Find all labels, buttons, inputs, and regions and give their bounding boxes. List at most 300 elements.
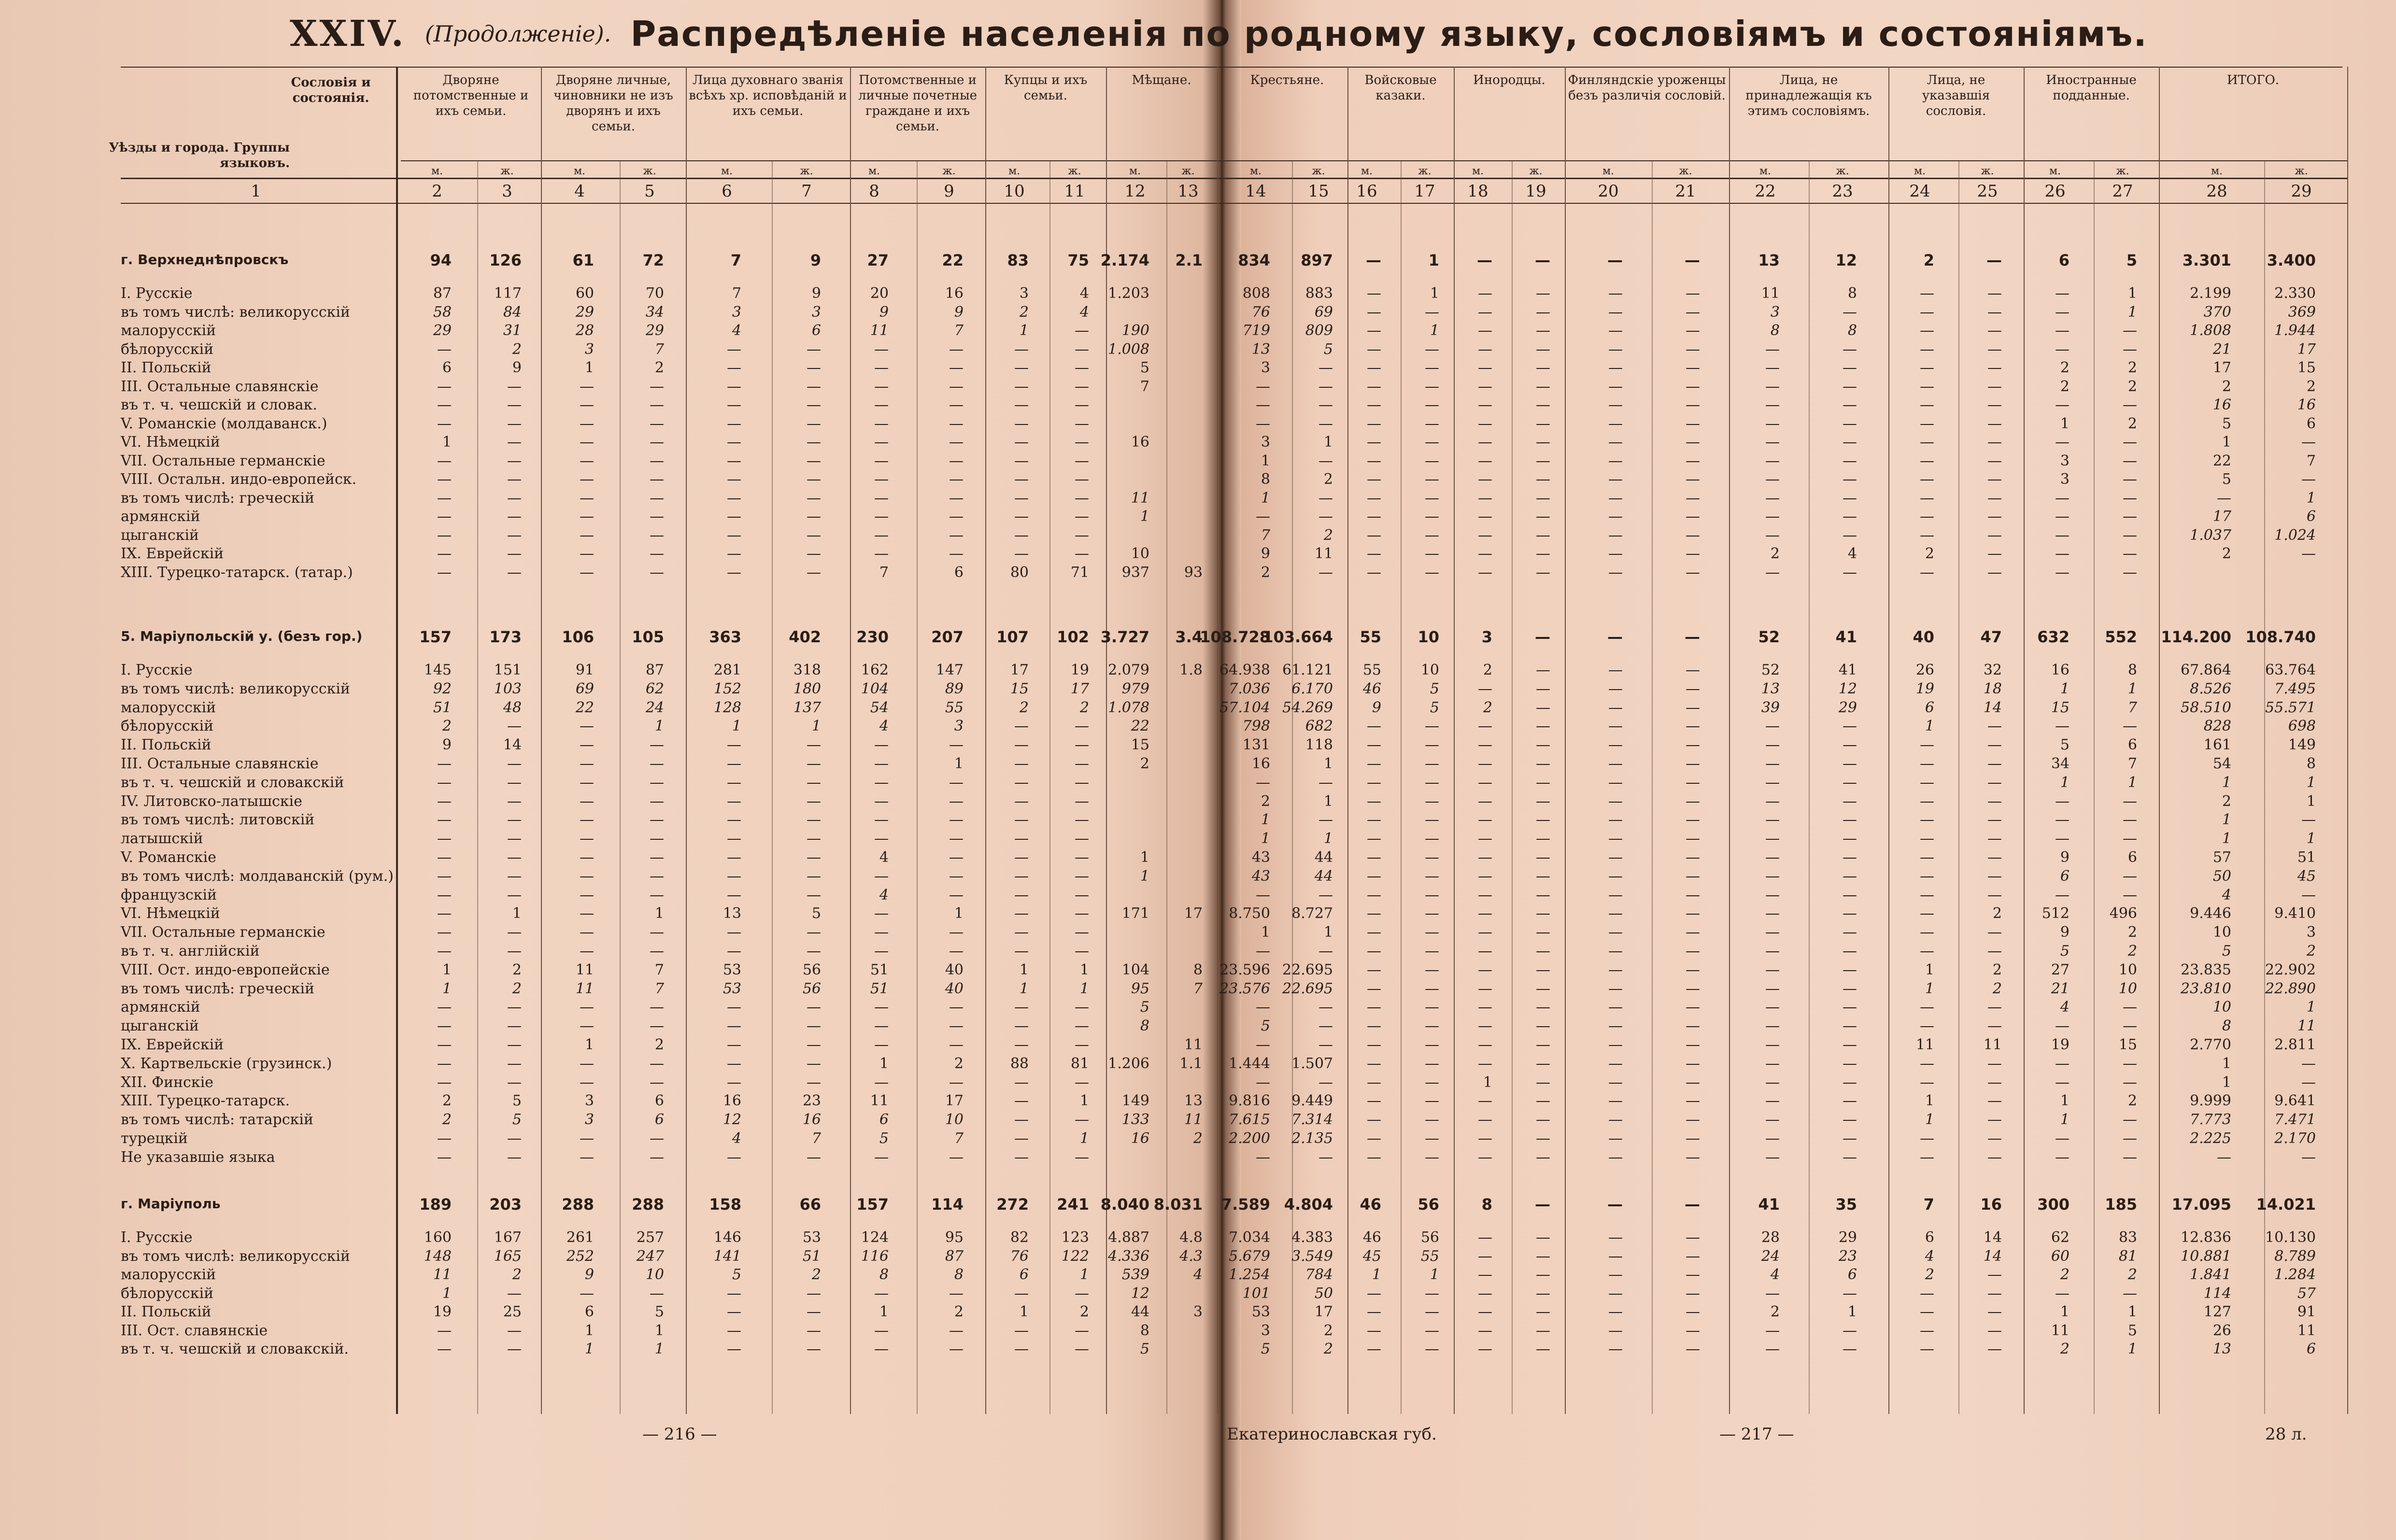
data-cell: 4 <box>879 886 889 904</box>
data-cell: — <box>1920 849 1934 866</box>
data-cell: 1 <box>442 434 452 451</box>
data-cell: — <box>1367 1092 1381 1110</box>
data-cell: 43 <box>1251 849 1270 866</box>
data-cell: — <box>807 886 821 904</box>
data-cell: 127 <box>2203 1303 2231 1320</box>
data-cell: — <box>580 415 594 432</box>
data-cell: — <box>437 830 452 848</box>
data-cell: — <box>1478 736 1492 754</box>
data-cell: — <box>580 1074 594 1091</box>
data-cell: — <box>2123 322 2137 339</box>
row-label: II. Польскій <box>121 359 212 376</box>
data-cell: — <box>1987 564 2002 581</box>
data-cell: 7 <box>2127 755 2137 772</box>
data-cell: 87 <box>645 662 664 678</box>
sheet-number: 28 л. <box>2265 1425 2307 1444</box>
data-cell: — <box>807 471 821 488</box>
data-cell: 10 <box>1131 545 1149 562</box>
data-cell: 539 <box>1121 1266 1149 1283</box>
data-cell: 146 <box>713 1229 741 1246</box>
data-cell: 2 <box>1079 699 1089 716</box>
data-cell: — <box>2055 508 2070 525</box>
data-cell: — <box>1425 359 1439 376</box>
data-cell: — <box>727 508 741 525</box>
data-cell: 1 <box>2060 415 2070 432</box>
data-cell: 1 <box>442 961 452 978</box>
data-cell: 784 <box>1305 1266 1333 1283</box>
data-cell: — <box>1920 564 1934 581</box>
data-cell: — <box>1608 662 1623 678</box>
data-cell: — <box>874 774 889 791</box>
data-cell: 171 <box>1121 905 1149 922</box>
data-cell: 1.1 <box>1179 1055 1203 1072</box>
data-cell: — <box>727 545 741 562</box>
data-cell: — <box>1608 359 1623 376</box>
data-cell: 247 <box>636 1247 664 1265</box>
data-cell: — <box>1920 1148 1934 1166</box>
data-cell: 133 <box>1121 1111 1149 1129</box>
data-cell: — <box>1765 1092 1780 1110</box>
data-cell: — <box>949 378 964 395</box>
data-cell: — <box>1686 1229 1700 1246</box>
data-cell: — <box>1608 285 1623 302</box>
data-cell: — <box>1920 1285 1934 1302</box>
data-cell: — <box>807 924 821 941</box>
row-label: VI. Нѣмецкій <box>121 905 220 922</box>
data-cell: 8 <box>1261 471 1270 488</box>
data-cell: — <box>1367 359 1381 376</box>
column-number: 10 <box>1004 182 1025 201</box>
data-cell: 104 <box>1121 961 1149 978</box>
data-cell: — <box>1478 1303 1492 1320</box>
column-header: Дворяне личные, чиновники не изъ дворянъ и ихъ семьи. <box>553 73 673 134</box>
data-cell: — <box>650 774 664 791</box>
data-cell: 162 <box>861 662 889 678</box>
data-cell: — <box>1367 849 1381 866</box>
data-cell: — <box>1075 1285 1089 1302</box>
data-cell: — <box>1686 415 1700 432</box>
data-cell: — <box>1608 1036 1623 1053</box>
data-cell: 34 <box>645 303 664 321</box>
data-cell: — <box>1765 849 1780 866</box>
data-cell: — <box>1478 415 1492 432</box>
data-cell: — <box>580 1055 594 1072</box>
data-cell: 5 <box>1430 680 1439 697</box>
data-cell: 5 <box>1261 1341 1270 1357</box>
total-cell: 12 <box>1835 251 1857 269</box>
data-cell: 29 <box>433 322 452 339</box>
data-cell: 979 <box>1121 680 1149 697</box>
data-cell: — <box>1686 1055 1700 1072</box>
data-cell: — <box>1319 774 1333 791</box>
data-cell: — <box>650 452 664 469</box>
data-cell: 1 <box>1847 1303 1857 1320</box>
data-cell: 1.841 <box>2190 1266 2231 1283</box>
column-number: 5 <box>644 182 655 201</box>
data-cell: — <box>2055 285 2070 302</box>
data-cell: — <box>1608 1148 1623 1166</box>
data-cell: 88 <box>1010 1055 1029 1072</box>
data-cell: — <box>1367 1303 1381 1320</box>
data-cell: — <box>2055 1074 2070 1091</box>
data-cell: — <box>807 1341 821 1357</box>
data-cell: 1 <box>1079 1266 1089 1283</box>
data-cell: 23.835 <box>2181 961 2231 978</box>
data-cell: — <box>1014 886 1029 904</box>
data-cell: 15 <box>2051 699 2070 716</box>
data-cell: 808 <box>1242 285 1270 302</box>
data-cell: — <box>1686 1017 1700 1035</box>
data-cell: — <box>1536 1341 1550 1357</box>
data-cell: — <box>727 489 741 507</box>
data-cell: — <box>1987 1092 2002 1110</box>
female-subheader: ж. <box>1181 165 1195 177</box>
row-label: въ т. ч. чешскій и словакскій <box>121 774 344 791</box>
data-cell: — <box>807 378 821 395</box>
row-label: въ томъ числѣ: молдаванскій (рум.) <box>121 867 394 885</box>
data-cell: — <box>1987 396 2002 413</box>
data-cell: — <box>1536 1285 1550 1302</box>
header-sex-rule <box>401 160 2347 161</box>
total-cell: 66 <box>799 1195 821 1214</box>
data-cell: 1 <box>1925 1092 1934 1110</box>
data-cell: 4 <box>2222 886 2231 904</box>
data-cell: 1 <box>2060 1111 2070 1129</box>
data-cell: — <box>437 1036 452 1053</box>
row-label: въ томъ числѣ: великорусскій <box>121 1247 350 1265</box>
sex-divider <box>1166 161 1167 1414</box>
data-cell: — <box>1536 980 1550 997</box>
data-cell: — <box>1765 718 1780 735</box>
data-cell: — <box>1765 489 1780 507</box>
data-cell: 10 <box>2118 961 2137 978</box>
data-cell: — <box>1765 811 1780 829</box>
data-cell: 1 <box>584 1322 594 1339</box>
data-cell: — <box>1608 811 1623 829</box>
data-cell: — <box>1686 434 1700 451</box>
data-cell: — <box>1367 1111 1381 1129</box>
data-cell: 1.008 <box>1108 340 1149 358</box>
data-cell: — <box>1367 811 1381 829</box>
data-cell: — <box>874 905 889 922</box>
data-cell: — <box>507 564 522 581</box>
data-cell: 18 <box>1983 680 2002 697</box>
total-cell: — <box>1535 251 1550 269</box>
data-cell: 81 <box>2118 1247 2137 1265</box>
data-cell: 7.314 <box>1291 1111 1333 1129</box>
data-cell: — <box>1987 849 2002 866</box>
data-cell: — <box>1608 1130 1623 1147</box>
data-cell: — <box>2123 886 2137 904</box>
data-cell: — <box>580 886 594 904</box>
data-cell: — <box>1319 359 1333 376</box>
data-cell: — <box>1765 999 1780 1016</box>
data-cell: — <box>1686 1303 1700 1320</box>
row-label: латышскій <box>121 830 203 848</box>
data-cell: 1 <box>584 1341 594 1357</box>
column-number: 29 <box>2291 182 2312 201</box>
data-cell: — <box>1987 1266 2002 1283</box>
data-cell: 1 <box>2222 811 2231 829</box>
data-cell: — <box>507 755 522 772</box>
data-cell: 56 <box>1420 1229 1439 1246</box>
data-cell: — <box>1608 322 1623 339</box>
data-cell: — <box>1367 924 1381 941</box>
data-cell: 14 <box>1983 699 2002 716</box>
data-cell: — <box>650 867 664 885</box>
data-cell: — <box>1843 1036 1857 1053</box>
data-cell: 15 <box>1131 736 1149 754</box>
column-number: 1 <box>251 182 261 201</box>
data-cell: 51 <box>870 980 889 997</box>
data-cell: — <box>874 526 889 544</box>
data-cell: — <box>1987 943 2002 960</box>
data-cell: 8 <box>2127 662 2137 678</box>
row-label: IX. Еврейскій <box>121 1036 224 1053</box>
column-number: 22 <box>1755 182 1776 201</box>
data-cell: — <box>1478 792 1492 810</box>
data-cell: 5 <box>1430 699 1439 716</box>
data-cell: — <box>727 1303 741 1320</box>
data-cell: — <box>1075 489 1089 507</box>
data-cell: 1 <box>2306 774 2316 791</box>
data-cell: — <box>1686 774 1700 791</box>
data-cell: — <box>1319 1074 1333 1091</box>
data-cell: 11 <box>1184 1111 1203 1129</box>
male-subheader: м. <box>1129 165 1141 177</box>
data-cell: 20 <box>870 285 889 302</box>
data-cell: 6 <box>811 322 821 339</box>
data-cell: — <box>1478 755 1492 772</box>
data-cell: 31 <box>503 322 522 339</box>
data-cell: — <box>1425 1055 1439 1072</box>
data-cell: — <box>650 792 664 810</box>
data-cell: — <box>437 340 452 358</box>
data-cell: — <box>1686 792 1700 810</box>
data-cell: — <box>507 867 522 885</box>
male-subheader: м. <box>1759 165 1772 177</box>
table-continuation: (Продолженіе). <box>425 21 611 47</box>
data-cell: — <box>1536 1074 1550 1091</box>
data-cell: 17 <box>2212 359 2231 376</box>
total-cell: — <box>1607 1195 1623 1214</box>
data-cell: — <box>507 508 522 525</box>
data-cell: 17 <box>1314 1303 1333 1320</box>
data-cell: — <box>1987 867 2002 885</box>
data-cell: 29 <box>1838 1229 1857 1246</box>
data-cell: 6 <box>1847 1266 1857 1283</box>
data-cell: 122 <box>1061 1247 1089 1265</box>
data-cell: 6 <box>879 1111 889 1129</box>
data-cell: 161 <box>2203 736 2231 754</box>
data-cell: 10 <box>1420 662 1439 678</box>
data-cell: 16 <box>1251 755 1270 772</box>
data-cell: — <box>507 396 522 413</box>
data-cell: 10.130 <box>2265 1229 2316 1246</box>
column-header: Финляндскіе уроженцы безъ различія сословій. <box>1568 73 1726 103</box>
data-cell: — <box>580 378 594 395</box>
data-cell: — <box>807 489 821 507</box>
data-cell: — <box>2055 1130 2070 1147</box>
row-label: въ т. ч. чешскій и словакскій. <box>121 1341 349 1357</box>
data-cell: — <box>650 1285 664 1302</box>
data-cell: — <box>1843 396 1857 413</box>
data-cell: 22.902 <box>2265 961 2316 978</box>
total-cell: — <box>1607 251 1623 269</box>
data-cell: 6 <box>584 1303 594 1320</box>
female-subheader: ж. <box>1981 165 1994 177</box>
column-header: Войсковые казаки. <box>1364 73 1437 103</box>
data-cell: — <box>1536 378 1550 395</box>
data-cell: 123 <box>1061 1229 1089 1246</box>
data-cell: — <box>1536 303 1550 321</box>
data-cell: 8 <box>2222 1017 2231 1035</box>
data-cell: — <box>650 545 664 562</box>
data-cell: 370 <box>2203 303 2231 321</box>
data-cell: 10 <box>2212 924 2231 941</box>
data-cell: — <box>874 508 889 525</box>
data-cell: 9 <box>879 303 889 321</box>
data-cell: — <box>949 1341 964 1357</box>
data-cell: — <box>1319 1036 1333 1053</box>
data-cell: — <box>2123 811 2137 829</box>
data-cell: — <box>1367 526 1381 544</box>
data-cell: 698 <box>2288 718 2316 735</box>
total-cell: 2.174 <box>1100 251 1149 269</box>
row-label: VIII. Остальн. индо-европейск. <box>121 471 357 488</box>
total-cell: 40 <box>1913 628 1934 646</box>
column-header: Дворяне потомственные и ихъ семьи. <box>413 73 529 118</box>
data-cell: — <box>874 943 889 960</box>
data-cell: — <box>650 736 664 754</box>
data-cell: 26 <box>1915 662 1934 678</box>
data-cell: — <box>727 452 741 469</box>
data-cell: 22 <box>2212 452 2231 469</box>
data-cell: — <box>2123 867 2137 885</box>
data-cell: — <box>1536 736 1550 754</box>
data-cell: — <box>507 1148 522 1166</box>
data-cell: — <box>1686 1148 1700 1166</box>
data-cell: — <box>1920 755 1934 772</box>
data-cell: 62 <box>2051 1229 2070 1246</box>
data-cell: — <box>1425 1285 1439 1302</box>
data-cell: — <box>1075 340 1089 358</box>
column-number: 27 <box>2112 182 2133 201</box>
data-cell: — <box>1014 736 1029 754</box>
data-cell: — <box>1478 1341 1492 1357</box>
data-cell: — <box>1608 867 1623 885</box>
data-cell: 2 <box>2222 545 2231 562</box>
table-title-text: Распредѣленіе населенія по родному языку, сословіямъ и состояніямъ. <box>630 14 2148 54</box>
data-cell: 2 <box>1483 662 1492 678</box>
data-cell: 5 <box>1323 340 1333 358</box>
data-cell: 1 <box>1261 452 1270 469</box>
data-cell: 7.615 <box>1229 1111 1270 1129</box>
column-number: 3 <box>502 182 512 201</box>
data-cell: 1 <box>1430 1266 1439 1283</box>
female-subheader: ж. <box>2295 165 2308 177</box>
total-cell: 105 <box>632 628 664 646</box>
data-cell: — <box>1765 378 1780 395</box>
data-cell: — <box>1765 1130 1780 1147</box>
data-cell: — <box>1686 924 1700 941</box>
data-cell: — <box>1765 943 1780 960</box>
data-cell: — <box>1987 886 2002 904</box>
data-cell: — <box>1843 471 1857 488</box>
data-cell: 1 <box>1430 285 1439 302</box>
data-cell: — <box>1478 1266 1492 1283</box>
total-cell: 126 <box>489 251 522 269</box>
column-number: 19 <box>1525 182 1546 201</box>
data-cell: — <box>1367 545 1381 562</box>
data-cell: 16 <box>802 1111 821 1129</box>
data-cell: — <box>2123 1111 2137 1129</box>
total-cell: 13 <box>1758 251 1780 269</box>
data-cell: 8 <box>879 1266 889 1283</box>
data-cell: — <box>1765 961 1780 978</box>
data-cell: — <box>1536 322 1550 339</box>
data-cell: — <box>2055 1285 2070 1302</box>
data-cell: — <box>1920 359 1934 376</box>
male-subheader: м. <box>868 165 880 177</box>
data-cell: — <box>1536 662 1550 678</box>
data-cell: — <box>1920 867 1934 885</box>
data-cell: 51 <box>433 699 452 716</box>
data-cell: 1 <box>2060 680 2070 697</box>
data-cell: 11 <box>2051 1322 2070 1339</box>
data-cell: — <box>1367 1322 1381 1339</box>
data-cell: — <box>874 434 889 451</box>
data-cell: — <box>2055 303 2070 321</box>
data-cell: 58 <box>433 303 452 321</box>
data-cell: 8 <box>1140 1017 1149 1035</box>
data-cell: — <box>807 452 821 469</box>
data-cell: — <box>1536 774 1550 791</box>
data-cell: — <box>1987 489 2002 507</box>
data-cell: — <box>1075 508 1089 525</box>
row-label: VI. Нѣмецкій <box>121 434 220 451</box>
data-cell: — <box>1686 359 1700 376</box>
data-cell: 9 <box>1372 699 1381 716</box>
data-cell: 23.596 <box>1219 961 1270 978</box>
data-cell: — <box>1014 434 1029 451</box>
data-cell: — <box>580 526 594 544</box>
total-cell: 3.4 <box>1175 628 1203 646</box>
data-cell: 70 <box>645 285 664 302</box>
data-cell: 937 <box>1121 564 1149 581</box>
row-label: бѣлорусскій <box>121 718 214 735</box>
data-cell: — <box>1478 489 1492 507</box>
data-cell: — <box>1686 1111 1700 1129</box>
data-cell: — <box>1536 1036 1550 1053</box>
total-cell: 7.589 <box>1221 1195 1270 1214</box>
data-cell: 9.641 <box>2274 1092 2316 1110</box>
data-cell: — <box>650 378 664 395</box>
data-cell: — <box>1608 924 1623 941</box>
data-cell: — <box>1367 1285 1381 1302</box>
data-cell: — <box>650 924 664 941</box>
male-subheader: м. <box>1602 165 1615 177</box>
data-cell: 56 <box>802 980 821 997</box>
data-cell: — <box>437 1074 452 1091</box>
data-cell: — <box>874 545 889 562</box>
total-cell: 3.301 <box>2182 251 2231 269</box>
data-cell: — <box>1987 303 2002 321</box>
data-cell: — <box>1425 830 1439 848</box>
data-cell: — <box>1987 526 2002 544</box>
total-cell: 8 <box>1481 1195 1492 1214</box>
data-cell: — <box>949 886 964 904</box>
